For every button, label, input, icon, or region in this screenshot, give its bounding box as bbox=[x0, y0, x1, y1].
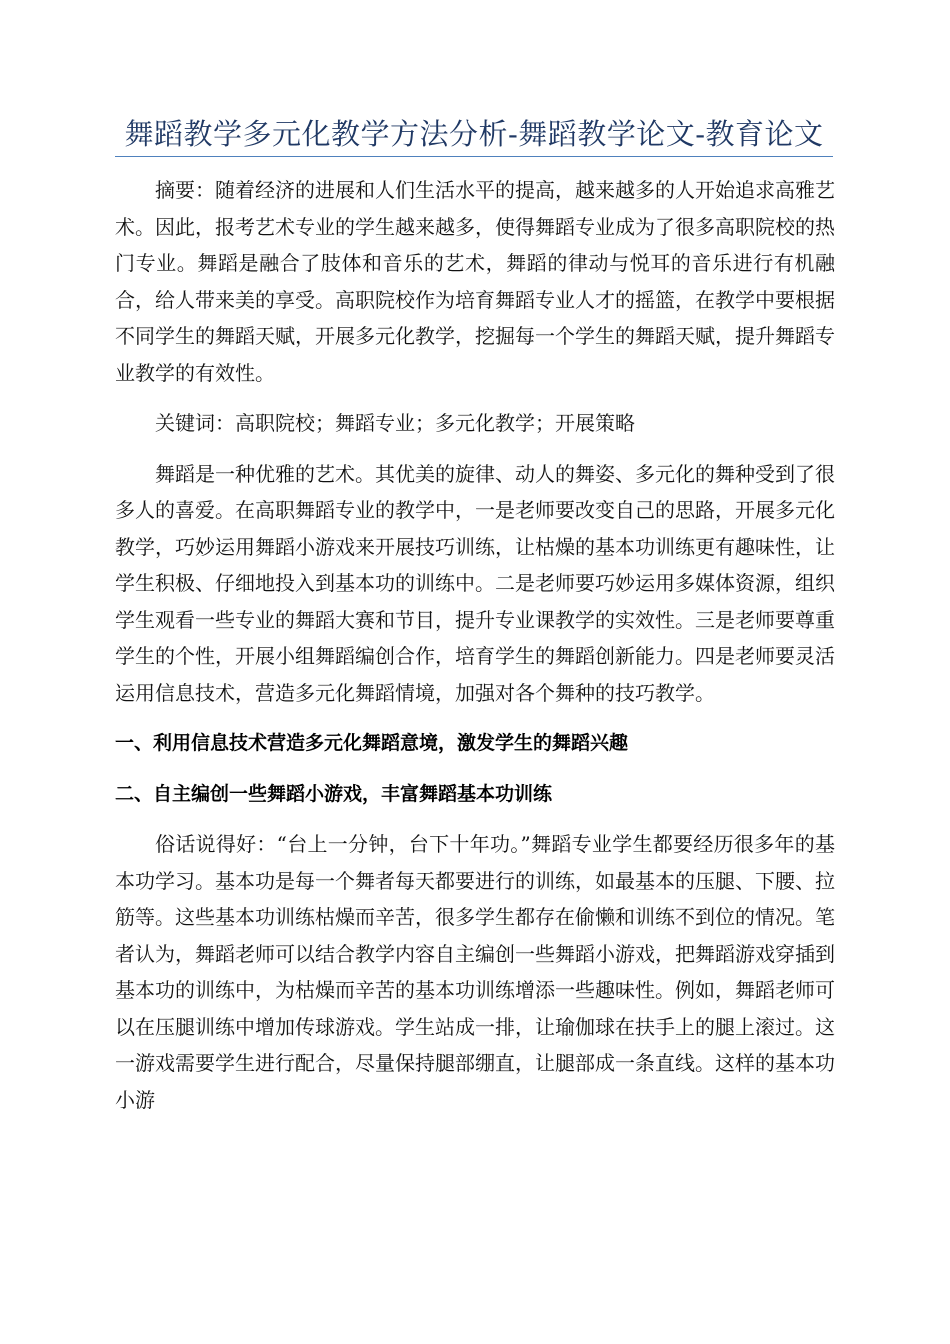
section-2-paragraph: 俗话说得好：“台上一分钟，台下十年功。”舞蹈专业学生都要经历很多年的基本功学习。基本功是每一个舞者每天都要进行的训练，如最基本的压腿、下腰、拉筋等。这些基本功训练枯燥而辛苦，很多学生都存在偷懒和训练不到位的情况。笔者认为，舞蹈老师可以结合教学内容自主编创一些舞蹈小游戏，把舞蹈游戏穿插到基本功的训练中，为枯燥而辛苦的基本功训练增添一些趣味性。例如，舞蹈老师可以在压腿训练中增加传球游戏。学生站成一排，让瑜伽球在扶手上的腿上滚过。这一游戏需要学生进行配合，尽量保持腿部绷直，让腿部成一条直线。这样的基本功小游 bbox=[115, 832, 835, 1112]
intro-paragraph: 舞蹈是一种优雅的艺术。其优美的旋律、动人的舞姿、多元化的舞种受到了很多人的喜爱。在高职舞蹈专业的教学中，一是老师要改变自己的思路，开展多元化教学，巧妙运用舞蹈小游戏来开展技巧训练，让枯燥的基本功训练更有趣味性，让学生积极、仔细地投入到基本功的训练中。二是老师要巧妙运用多媒体资源，组织学生观看一些专业的舞蹈大赛和节目，提升专业课教学的实效性。三是老师要尊重学生的个性，开展小组舞蹈编创合作，培育学生的舞蹈创新能力。四是老师要灵活运用信息技术，营造多元化舞蹈情境，加强对各个舞种的技巧教学。 bbox=[115, 461, 835, 705]
keywords-paragraph: 关键词：高职院校；舞蹈专业；多元化教学；开展策略 bbox=[155, 411, 635, 435]
document-body bbox=[115, 172, 835, 1118]
abstract-paragraph: 摘要：随着经济的进展和人们生活水平的提高，越来越多的人开始追求高雅艺术。因此，报考艺术专业的学生越来越多，使得舞蹈专业成为了很多高职院校的热门专业。舞蹈是融合了肢体和音乐的艺术，舞蹈的律动与悦耳的音乐进行有机融合，给人带来美的享受。高职院校作为培育舞蹈专业人才的摇篮，在教学中要根据不同学生的舞蹈天赋，开展多元化教学，挖掘每一个学生的舞蹈天赋，提升舞蹈专业教学的有效性。 bbox=[115, 178, 835, 385]
title-underline bbox=[115, 156, 833, 157]
document-title: 舞蹈教学多元化教学方法分析-舞蹈教学论文-教育论文 bbox=[124, 117, 824, 151]
section-heading-1: 一、利用信息技术营造多元化舞蹈意境，激发学生的舞蹈兴趣 bbox=[115, 732, 629, 754]
section-heading-2: 二、自主编创一些舞蹈小游戏，丰富舞蹈基本功训练 bbox=[115, 782, 553, 805]
